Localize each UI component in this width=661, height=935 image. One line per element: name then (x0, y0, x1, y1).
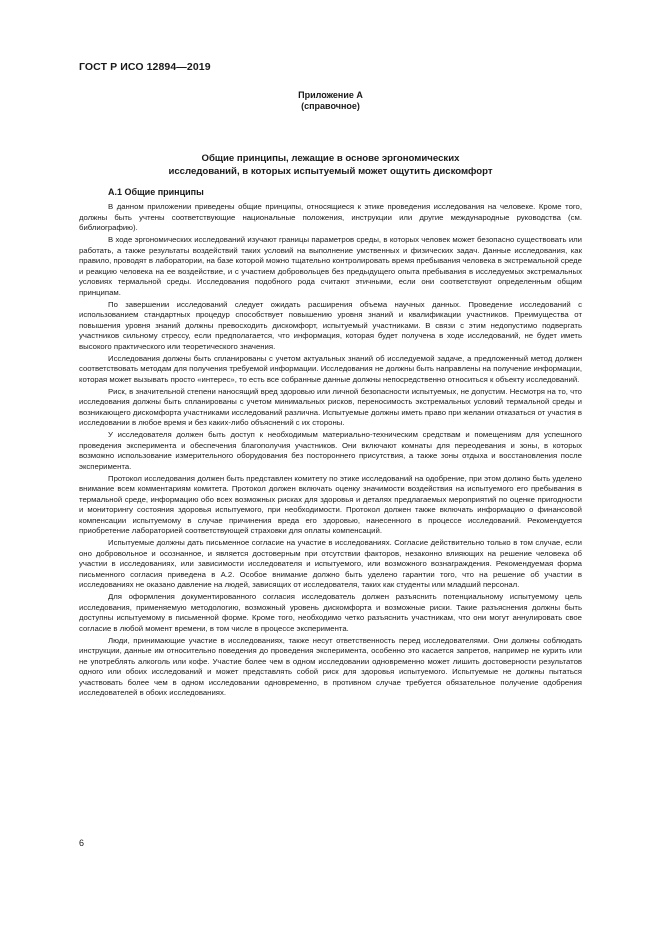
paragraph: Протокол исследования должен быть представлен комитету по этике исследований на одобрение, при этом должно быть уделено внимание всем комментариям комитета. Протокол должен включать оценку значимости воздействия на испытуемого его пребывания в термальной среде, информацию обо всех возможных рисках для здоровья и деталях предлагаемых мероприятий по оценке пригодности и мониторингу состояния здоровья испытуемого, при необходимости. Протокол должен также включать информацию о финансовой компенсации испытуемому в случае причинения вреда его здоровью, нанесенного в процессе исследований. Рекомендуется приобретение лабораторией соответствующей страховки для оплаты компенсаций. (79, 473, 582, 536)
appendix-title (79, 152, 582, 178)
paragraph: Исследования должны быть спланированы с учетом актуальных знаний об исследуемой задаче, а предложенный метод должен соответствовать методам для получения требуемой информации. Исследования не должны быть направлены на получение информации, которая может вызывать просто «интерес», то есть все собранные данные должны непосредственно относиться к объекту исследований. (79, 353, 582, 384)
paragraph: По завершении исследований следует ожидать расширения объема научных данных. Проведение исследований с использованием стандартных процедур способствует повышению уровня знаний и квалификации участников. Преимущества от повышения уровня знаний должны превосходить дискомфорт, испытуемый участниками. В связи с этим недопустимо подвергать участников сильному стрессу, если предполагается, что информация, которая будет получена в ходе исследований, не будет иметь высокого практического или теоретического значения. (79, 299, 582, 351)
appendix-label: Приложение А (298, 90, 363, 100)
section-heading: А.1 Общие принципы (108, 187, 204, 197)
paragraph: В данном приложении приведены общие принципы, относящиеся к этике проведения исследования на человеке. Кроме того, должны быть учтены соответствующие национальные положения, инструкции или другие международные руководства (см. библиографию). (79, 202, 582, 232)
paragraph: У исследователя должен быть доступ к необходимым материально-техническим средствам и помещениям для успешного проведения эксперимента и обеспечения благополучия участников. Они включают комнаты для переодевания и зоны, в которых возможно использование измерительного оборудования без постороннего присутствия, а также зоны отдыха и восстановления после эксперимента. (79, 430, 582, 471)
appendix-title-line-2: исследований, в которых испытуемый может ощутить дискомфорт (168, 166, 493, 177)
appendix-label-block (0, 90, 661, 112)
body-text (79, 202, 582, 700)
paragraph: Для оформления документированного согласия исследователь должен разъяснить потенциальному испытуемому цель исследования, применяемую методологию, возможный уровень дискомфорта и возможные риски. Такие разъяснения должны быть доступны испытуемому в письменной форме. Кроме того, необходимо четко разъяснить участникам, что они могут аннулировать свое согласие в любой момент времени, в том числе в процессе эксперимента. (79, 592, 582, 633)
paragraph: Испытуемые должны дать письменное согласие на участие в исследованиях. Согласие действительно только в том случае, если оно добровольное и осознанное, и является достоверным при отсутствии факторов, незаконно влияющих на решение человека об участии в исследованиях, или зависимости исследователя и испытуемого, или возможного вознаграждения. Рекомендуемая форма письменного согласия приведена в А.2. Особое внимание должно быть уделено гарантии того, что на решение об участии в исследованиях не оказано давление на людей, зависящих от исследователя, таких как студенты или младший персонал. (79, 538, 582, 590)
page-number: 6 (79, 838, 85, 848)
paragraph: В ходе эргономических исследований изучают границы параметров среды, в которых человек может безопасно существовать или работать, а также результаты воздействий таких условий на выполнение умственных и физических задач. Данные исследования, как правило, проводят в лаборатории, на базе которой можно тщательно контролировать время пребывания человека в экстремальной среде и реакцию человека на ее воздействие, и с участием добровольцев без предыдущего опыта пребывания в исследуемых экстремальных условиях термальной среды. Исследования подобного рода считают этичными, если они соответствуют определенным общим принципам. (79, 235, 582, 297)
appendix-title-line-1: Общие принципы, лежащие в основе эргономических (201, 153, 460, 164)
paragraph: Риск, в значительной степени наносящий вред здоровью или личной безопасности испытуемых, не допустим. Несмотря на то, что исследования должны быть спланированы с учетом минимальных рисков, переносимость экстремальных условий термальной среды и возникающего дискомфорта участниками исследований различна. Испытуемые должны иметь право при желании отказаться от участия в исследовании в любое время и без каких-либо объяснений с их стороны. (79, 386, 582, 428)
appendix-type: (справочное) (301, 101, 360, 111)
paragraph: Люди, принимающие участие в исследованиях, также несут ответственность перед исследователями. Они должны соблюдать инструкции, данные им относительно поведения до проведения эксперимента, особенно это касается запретов, например не курить или не употреблять алкоголь или кофе. Участие более чем в одном исследовании одновременно может лишить достоверности результатов одного или обоих исследований и может представлять собой риск для здоровья испытуемого. Испытуемые не должны пытаться участвовать более чем в одном исследовании одновременно, в противном случае требуется обязательное получение одобрения исследователей в обоих исследованиях. (79, 635, 582, 698)
document-header: ГОСТ Р ИСО 12894—2019 (79, 61, 211, 73)
